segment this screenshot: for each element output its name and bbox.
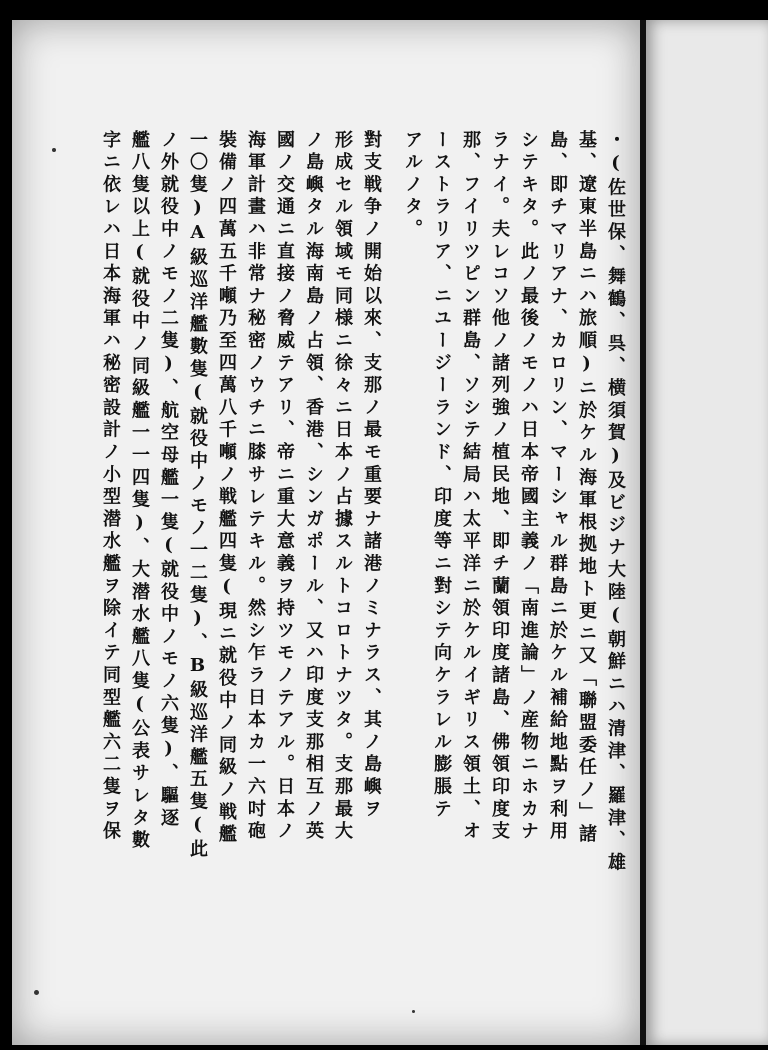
text-column: 那、フイリツピン群島、ソシテ結局ハ太平洋ニ於ケルイギリス領土、オ [460, 130, 481, 844]
text-column: ラナイ。夫レコソ他ノ諸列強ノ植民地、即チ蘭領印度諸島、佛領印度支 [489, 130, 510, 844]
text-column: 字ニ依レハ日本海軍ハ秘密設計ノ小型潜水艦ヲ除イテ同型艦六二隻ヲ保 [100, 130, 121, 844]
text-column: ーストラリア、ニユージーランド、印度等ニ對シテ向ケラレル膨脹テ [431, 130, 452, 822]
text-column: 島、即チマリアナ、カロリン、マーシャル群島ニ於ケル補給地點ヲ利用 [547, 130, 568, 844]
text-column: シテキタ。此ノ最後ノモノハ日本帝國主義ノ「南進論」ノ産物ニホカナ [518, 130, 539, 844]
text-column: 裝備ノ四萬五千噸乃至四萬八千噸ノ戦艦四隻(現ニ就役中ノ同級ノ戦艦 [216, 130, 237, 847]
text-column: ・(佐世保、舞鶴、呉、横須賀)及ビジナ大陸(朝鮮ニハ清津、羅津、雄 [605, 130, 626, 875]
text-column: 一〇隻)A級巡洋艦數隻(就役中ノモノ一二隻)、B級巡洋艦五隻(此 [187, 130, 208, 862]
text-column: 海軍計畫ハ非常ナ秘密ノウチニ膝サレテキル。然シ乍ラ日本カ一六吋砲 [245, 130, 266, 844]
text-column: 基、遼東半島ニハ旅順)ニ於ケル海軍根拠地ト更ニ又「聯盟委任ノ」諸 [576, 130, 597, 847]
text-column: 國ノ交通ニ直接ノ脅威テアリ、帝ニ重大意義ヲ持ツモノテアル。日本ノ [274, 130, 295, 844]
text-column: ノ外就役中ノモノ二隻)、航空母艦一隻(就役中ノモノ六隻)、驅逐 [158, 130, 179, 831]
text-column: 形成セル領域モ同様ニ徐々ニ日本ノ占據スルトコロトナツタ。支那最大 [332, 130, 353, 844]
paragraph-gap [386, 130, 398, 970]
scan-speck [412, 1010, 415, 1013]
adjacent-page-edge [646, 20, 768, 1045]
scan-speck [52, 148, 56, 152]
text-column: アルノタ。 [402, 130, 423, 242]
vertical-text-body [90, 130, 630, 970]
text-column: ノ島嶼タル海南島ノ占領、香港、シンガポール、又ハ印度支那相互ノ英 [303, 130, 324, 844]
text-column: 對支戦争ノ開始以來、支那ノ最モ重要ナ諸港ノミナラス、其ノ島嶼ヲ [361, 130, 382, 822]
scan-speck [34, 990, 39, 995]
text-column: 艦八隻以上(就役中ノ同級艦一一四隻)、大潜水艦八隻(公表サレタ數 [129, 130, 150, 853]
